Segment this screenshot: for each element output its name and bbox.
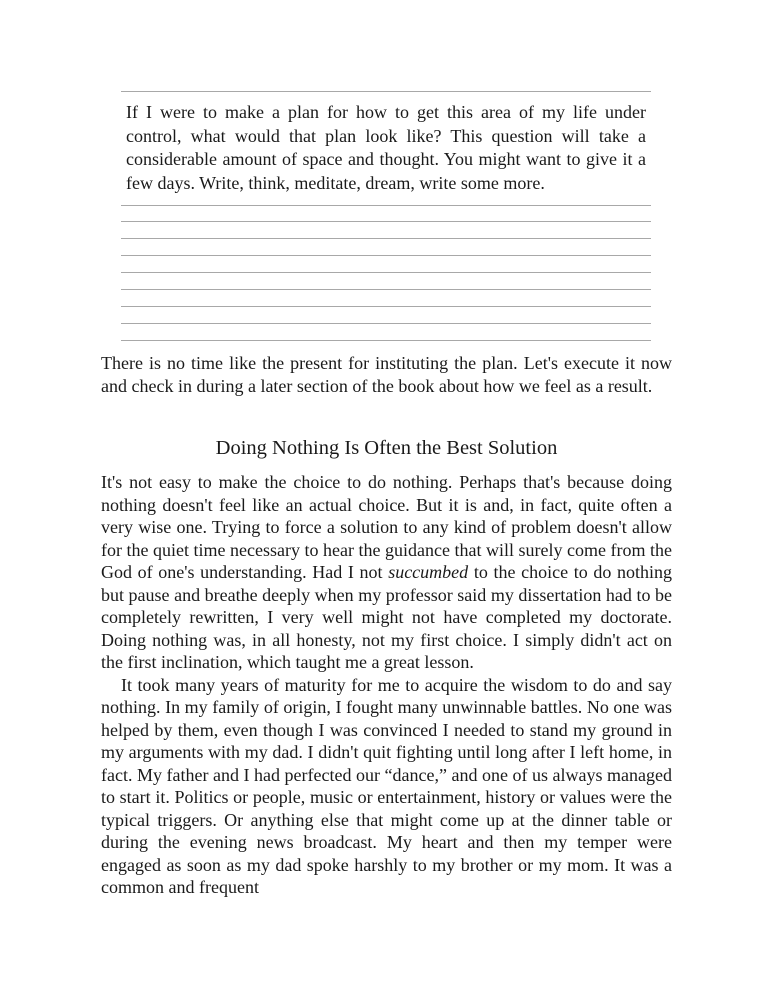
paragraph-1-text-end: to the choice to do nothing but pause and breathe deeply when my professor said my dissertation had to be completely rewritten, I very well might not have completed my doctorate. Doing nothing was, in all honesty, not my first choice. I simply didn't act on the first inclination, which taught me a great lesson. (101, 562, 672, 672)
writing-line (121, 340, 651, 341)
writing-line (121, 221, 651, 222)
section-paragraph-1 (101, 471, 672, 674)
paragraph-1-text-start: It's not easy to make the choice to do nothing. Perhaps that's because doing nothing doesn't feel like an actual choice. But it is and, in fact, quite often a very wise one. Trying to force a solution to any kind of problem doesn't allow for the quiet time necessary to hear the guidance that will surely come from the God of one's understanding. Had I not (101, 472, 672, 582)
emphasized-word: succumbed (388, 562, 469, 582)
section-heading: Doing Nothing Is Often the Best Solution (215, 437, 558, 459)
section-paragraph-2: It took many years of maturity for me to acquire the wisdom to do and say nothing. In my family of origin, I fought many unwinnable battles. No one was helped by them, even though I was convinced I needed to stand my ground in my arguments with my dad. I didn't quit fighting until long after I left home, in fact. My father and I had perfected our “dance,” and one of us always managed to start it. Politics or people, music or entertainment, history or values were the typical triggers. Or anything else that might come up at the dinner table or during the evening news broadcast. My heart and then my temper were engaged as soon as my dad spoke harshly to my brother or my mom. It was a common and frequent (101, 674, 672, 897)
writing-line (121, 205, 651, 206)
writing-line (121, 306, 651, 307)
intro-paragraph (101, 352, 672, 397)
exercise-top-rule (121, 91, 651, 92)
writing-line (121, 289, 651, 290)
writing-line (121, 323, 651, 324)
writing-line (121, 255, 651, 256)
exercise-prompt: If I were to make a plan for how to get this area of my life under control, what would that plan look like? This question will take a considerable amount of space and thought. You might want to give it a few days. Write, think, meditate, dream, write some more. (126, 102, 646, 193)
writing-line (121, 238, 651, 239)
intro-paragraph-text: There is no time like the present for instituting the plan. Let's execute it now and check in during a later section of the book about how we feel as a result. (101, 353, 672, 396)
section-body (101, 471, 672, 899)
writing-line (121, 272, 651, 273)
